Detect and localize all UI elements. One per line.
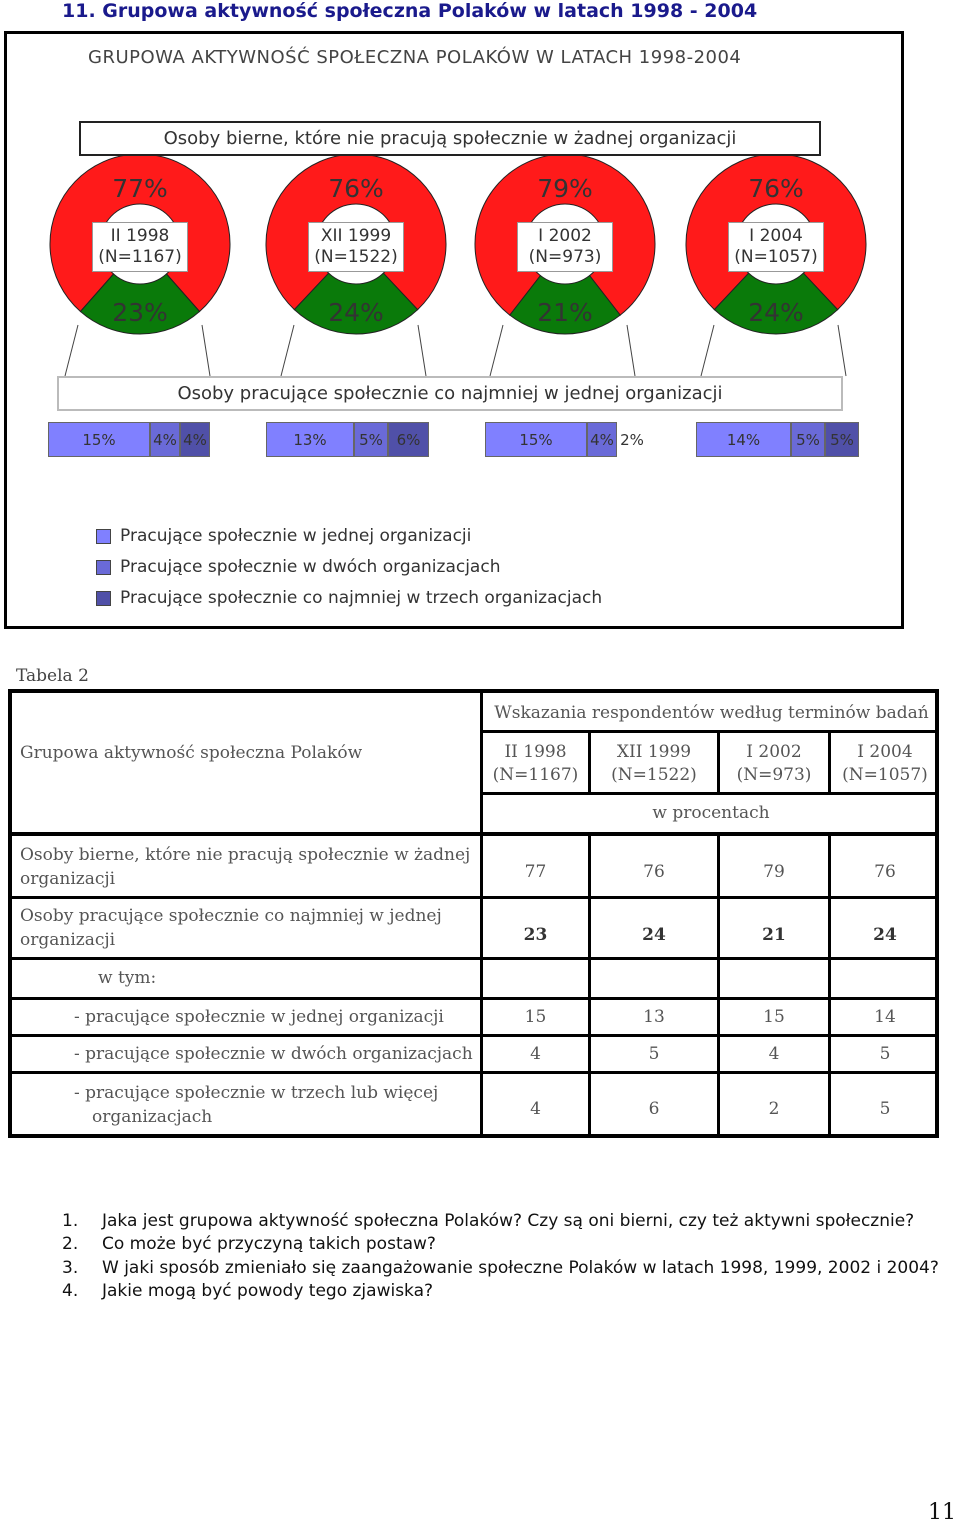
pie-guide-line (65, 325, 78, 376)
pie-guide-line (701, 325, 714, 376)
legend-item-three (96, 588, 602, 608)
legend-swatch-three (96, 591, 111, 606)
table-row-passive-label: Osoby bierne, które nie pracują społecznie w żadnej organizacji (20, 845, 471, 889)
pie-label-active: 21% (537, 298, 593, 327)
table-cell: 5 (648, 1044, 660, 1064)
question-item: 1. Jaka jest grupowa aktywność społeczna Polaków? Czy są oni bierni, czy też aktywni społecznie? (62, 1211, 915, 1231)
legend-item-one (96, 526, 471, 546)
question-item: 4. Jakie mogą być powody tego zjawiska? (62, 1280, 434, 1301)
pie-guide-line (627, 325, 635, 376)
pie-period-label: I 2004 (N=1057) (728, 222, 824, 272)
table-cell: 2 (768, 1099, 780, 1119)
table-col-header-2004: I 2004 (N=1057) (842, 742, 928, 785)
data-table (8, 689, 939, 1138)
question-item: 3. W jaki sposób zmieniało się zaangażowanie społeczne Polaków w latach 1998, 1999, 2002 i 2004? (62, 1257, 939, 1278)
table-cell: 14 (874, 1007, 896, 1027)
table-cell: 13 (643, 1007, 665, 1027)
bar-two-org: 4% (150, 422, 180, 457)
bar-one-org: 13% (266, 422, 354, 457)
table-cell: 76 (643, 862, 665, 882)
table-cell: 4 (530, 1044, 541, 1064)
pie-label-active: 24% (328, 298, 384, 327)
pie-label-passive: 76% (748, 174, 804, 203)
table-cell: 5 (879, 1099, 891, 1119)
pie-label-passive: 76% (328, 174, 384, 203)
legend-item-two (96, 557, 500, 577)
bar-one-org: 14% (696, 422, 791, 457)
active-label: Osoby pracujące społecznie co najmniej w jednej organizacji (57, 376, 843, 411)
table-col-header-2002: I 2002 (N=973) (736, 742, 812, 785)
table-row-two-org-label: - pracujące społecznie w dwóch organizacjach (74, 1044, 473, 1064)
pie-period-label: II 1998 (N=1167) (92, 222, 188, 272)
questions-list (62, 1210, 939, 1303)
table-unit: w procentach (652, 803, 770, 823)
pie-label-active: 24% (748, 298, 804, 327)
pie-guide-line (838, 325, 846, 376)
page-heading: 11. Grupowa aktywność społeczna Polaków w latach 1998 - 2004 (62, 0, 758, 22)
bar-two-org: 5% (791, 422, 825, 457)
table-cell: 6 (648, 1099, 660, 1119)
table-cell: 76 (874, 862, 896, 882)
table-caption: Tabela 2 (16, 666, 89, 686)
question-item: 2. Co może być przyczyną takich postaw? (62, 1234, 436, 1255)
pie-label-active: 23% (112, 298, 168, 327)
table-row-header: Grupowa aktywność społeczna Polaków (20, 743, 363, 763)
bar-three-org: 4% (180, 422, 210, 457)
table-col-header-1999: XII 1999 (N=1522) (611, 742, 697, 785)
table-group-header: Wskazania respondentów według terminów badań (494, 703, 929, 723)
table-row-including-label: w tym: (98, 968, 157, 988)
table-cell: 4 (530, 1099, 541, 1119)
pie-period-label: I 2002 (N=973) (517, 222, 613, 272)
bar-three-org: 6% (388, 422, 429, 457)
table-cell: 15 (524, 1007, 547, 1027)
table-cell: 79 (763, 862, 785, 882)
legend-label-one: Pracujące społecznie w jednej organizacji (120, 526, 472, 546)
pie-period-label: XII 1999 (N=1522) (308, 222, 404, 272)
pie-guide-line (281, 325, 294, 376)
table-cell: 24 (642, 925, 666, 945)
table-cell: 4 (768, 1044, 780, 1064)
bar-three-org: 5% (825, 422, 859, 457)
legend-label-two: Pracujące społecznie w dwóch organizacjach (120, 557, 501, 577)
bar-three-org: 2% (617, 422, 647, 457)
table-col-header-1998: II 1998 (N=1167) (492, 742, 579, 785)
table-row-three-org-label: - pracujące społecznie w trzech lub więcej organizacjach (74, 1083, 439, 1127)
chart-title: GRUPOWA AKTYWNOŚĆ SPOŁECZNA POLAKÓW W LATACH 1998-2004 (88, 47, 742, 68)
pie-label-passive: 77% (112, 174, 168, 203)
bar-one-org: 15% (485, 422, 587, 457)
pie-guide-line (490, 325, 503, 376)
table-cell: 15 (763, 1007, 785, 1027)
passive-label: Osoby bierne, które nie pracują społecznie w żadnej organizacji (79, 121, 821, 156)
table-cell: 24 (873, 925, 897, 945)
legend-swatch-two (96, 560, 111, 575)
legend-label-three: Pracujące społecznie co najmniej w trzech organizacjach (120, 588, 603, 608)
pie-label-passive: 79% (537, 174, 593, 203)
legend-swatch-one (96, 529, 111, 544)
pie-guide-line (418, 325, 426, 376)
page-number: 11 (928, 1500, 956, 1525)
bar-two-org: 4% (587, 422, 617, 457)
table-cell: 21 (762, 925, 786, 945)
table-cell: 23 (523, 925, 548, 945)
table-row-one-org-label: - pracujące społecznie w jednej organizacji (74, 1007, 444, 1027)
table-row-active-label: Osoby pracujące społecznie co najmniej w jednej organizacji (20, 906, 442, 950)
bar-two-org: 5% (354, 422, 388, 457)
table-cell: 77 (524, 862, 547, 882)
pie-guide-line (202, 325, 210, 376)
table-cell: 5 (879, 1044, 891, 1064)
bar-one-org: 15% (48, 422, 150, 457)
